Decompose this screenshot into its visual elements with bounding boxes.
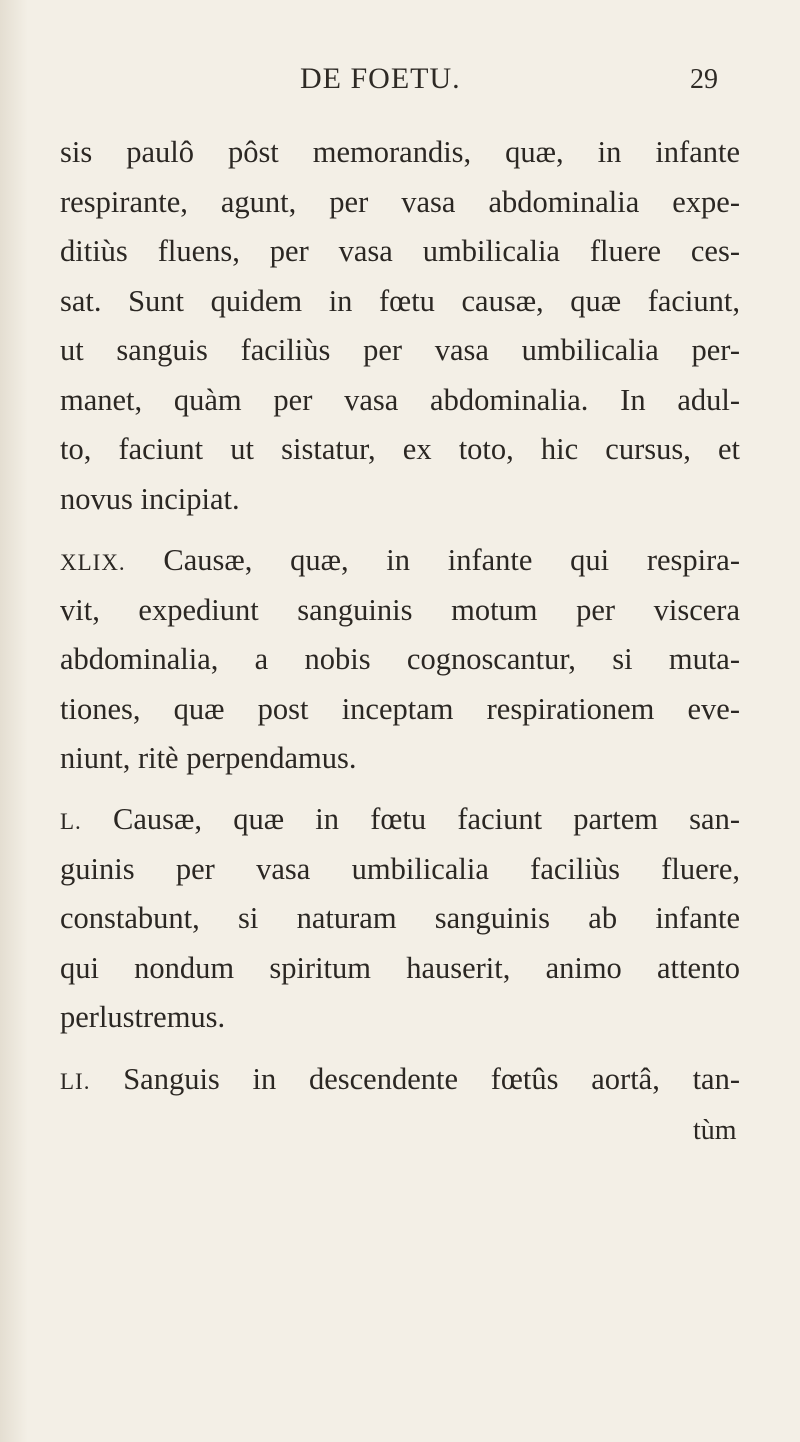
- catchword: tùm: [693, 1115, 737, 1146]
- text-line: manet, quàm per vasa abdominalia. In adul-: [60, 382, 740, 417]
- section-number: XLIX.: [60, 550, 126, 575]
- page-number: 29: [690, 64, 718, 95]
- text-line: [60, 1055, 740, 1105]
- text-line: respirante, agunt, per vasa abdominalia expe-: [60, 184, 740, 219]
- text-line: to, faciunt ut sistatur, ex toto, hic cursus, et: [60, 432, 740, 466]
- text-line: ditiùs fluens, per vasa umbilicalia fluere ces-: [60, 234, 740, 268]
- text-line: sat. Sunt quidem in fœtu causæ, quæ faciunt,: [60, 283, 740, 318]
- section-number: LI.: [60, 1069, 91, 1094]
- text-line: [60, 795, 740, 845]
- text-line: constabunt, si naturam sanguinis ab infante: [60, 901, 740, 935]
- paragraph-li: [60, 1055, 740, 1105]
- section-number: L.: [60, 809, 82, 834]
- paragraph-l: [60, 795, 740, 1043]
- page-header: [0, 62, 800, 102]
- text-line-content: Sanguis in descendente fœtûs aortâ, tan-: [90, 1062, 740, 1096]
- text-line-content: Causæ, quæ, in infante qui respira-: [125, 543, 740, 577]
- paragraph-1: [60, 128, 740, 524]
- text-line: sis paulô pôst memorandis, quæ, in infante: [60, 135, 740, 169]
- text-line: perlustremus.: [60, 1000, 226, 1034]
- text-line: ut sanguis faciliùs per vasa umbilicalia per-: [60, 333, 740, 367]
- text-line: qui nondum spiritum hauserit, animo attento: [60, 950, 740, 985]
- text-line: tiones, quæ post inceptam respirationem eve-: [60, 691, 740, 726]
- paragraph-xlix: [60, 536, 740, 784]
- text-line: abdominalia, a nobis cognoscantur, si muta-: [60, 642, 740, 676]
- text-line-content: Causæ, quæ in fœtu faciunt partem san-: [81, 802, 740, 836]
- text-line: guinis per vasa umbilicalia faciliùs fluere,: [60, 851, 740, 886]
- running-head: DE FOETU.: [300, 62, 461, 95]
- text-line: [60, 536, 740, 586]
- text-line: niunt, ritè perpendamus.: [60, 741, 357, 775]
- text-line: novus incipiat.: [60, 481, 240, 516]
- text-line: vit, expediunt sanguinis motum per viscera: [60, 592, 740, 627]
